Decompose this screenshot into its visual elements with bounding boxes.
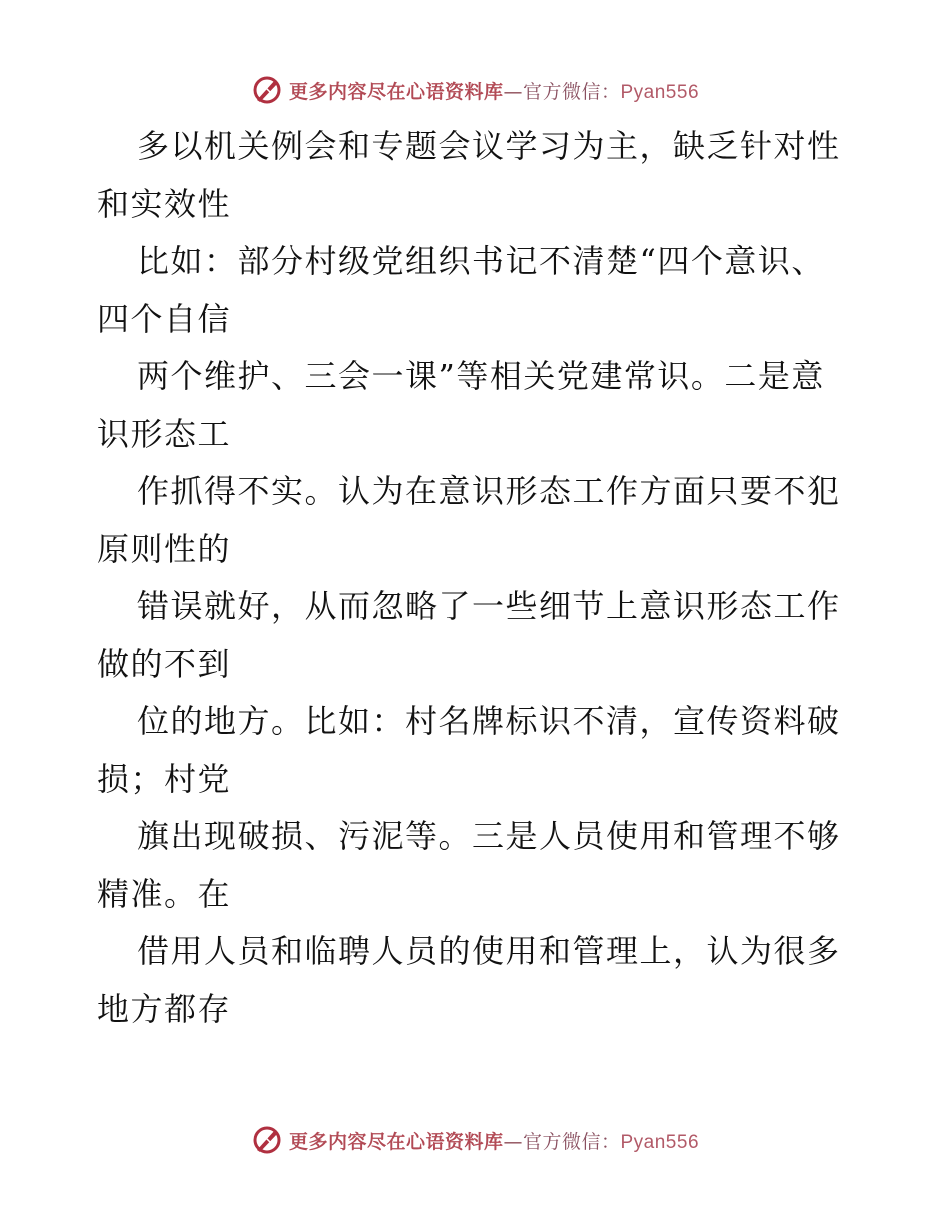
- header-separator: —: [503, 80, 523, 103]
- body-line-3: 两个维护、三会一课”等相关党建常识。二是意 识形态工: [97, 357, 825, 453]
- footer-text: [289, 1127, 699, 1154]
- header-brand: 更多内容尽在心语资料库: [288, 80, 504, 103]
- header-watermark: [0, 70, 950, 110]
- header-contact-label: 官方微信：: [522, 80, 621, 103]
- footer-separator: —: [503, 1130, 523, 1153]
- header-wechat-id: Pyan556: [620, 81, 700, 103]
- footer-watermark: [0, 1120, 950, 1160]
- quill-logo-icon: [251, 1124, 283, 1156]
- body-line-4: 作抓得不实。认为在意识形态工作方面只要不犯 原则性的: [97, 472, 841, 568]
- body-line-1: 多以机关例会和专题会议学习为主，缺乏针对性 和实效性: [97, 127, 841, 223]
- body-line-2: 比如：部分村级党组织书记不清楚“四个意识、 四个自信: [97, 242, 825, 338]
- body-line-8: 借用人员和临聘人员的使用和管理上，认为很多 地方都存: [97, 932, 841, 1028]
- body-line-5: 错误就好，从而忽略了一些细节上意识形态工作 做的不到: [97, 587, 841, 683]
- footer-brand: 更多内容尽在心语资料库: [288, 1130, 504, 1153]
- body-line-6: 位的地方。比如：村名牌标识不清，宣传资料破 损；村党: [97, 702, 841, 798]
- header-text: [289, 77, 699, 104]
- quill-logo-icon: [251, 74, 283, 106]
- footer-contact-label: 官方微信：: [522, 1130, 621, 1153]
- body-line-7: 旗出现破损、污泥等。三是人员使用和管理不够 精准。在: [97, 817, 841, 913]
- footer-wechat-id: Pyan556: [620, 1131, 700, 1153]
- document-body: [97, 118, 857, 1038]
